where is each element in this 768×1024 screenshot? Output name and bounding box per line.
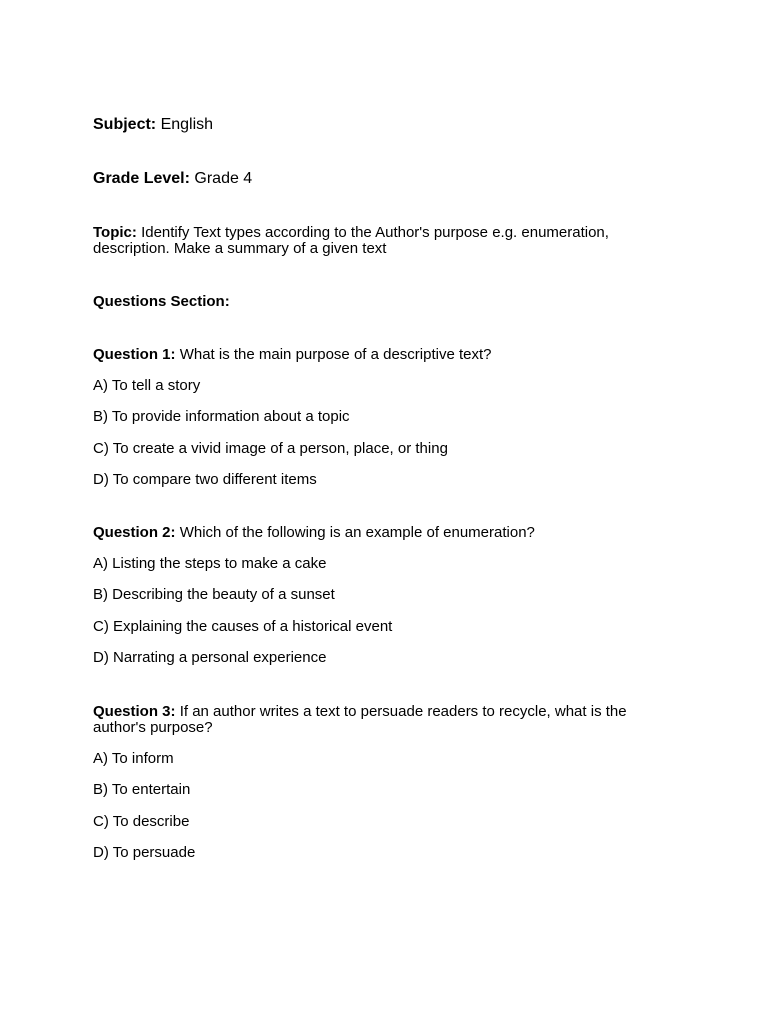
question-2-option-c: C) Explaining the causes of a historical event [93, 618, 393, 635]
question-2-label: Question 2: [93, 524, 176, 541]
question-3-option-c: C) To describe [93, 813, 190, 830]
question-3 [93, 704, 673, 736]
question-3-option-b: B) To entertain [93, 781, 191, 798]
topic-value: Identify Text types according to the Author's purpose e.g. enumeration, description. Make a summary of a given text [93, 224, 609, 257]
questions-section-title: Questions Section: [93, 293, 230, 310]
subject-line [93, 117, 213, 133]
topic-line [93, 225, 673, 257]
question-1-option-d: D) To compare two different items [93, 471, 317, 488]
question-3-option-d: D) To persuade [93, 844, 196, 861]
question-1-option-c: C) To create a vivid image of a person, place, or thing [93, 440, 448, 457]
grade-level-value: Grade 4 [194, 170, 253, 187]
question-3-text: If an author writes a text to persuade readers to recycle, what is the author's purpose? [93, 703, 627, 736]
question-2 [93, 525, 535, 541]
question-1-option-b: B) To provide information about a topic [93, 408, 350, 425]
question-1 [93, 347, 492, 363]
question-3-option-a: A) To inform [93, 750, 174, 767]
question-2-text: Which of the following is an example of enumeration? [179, 524, 535, 541]
question-1-option-a: A) To tell a story [93, 377, 201, 394]
question-3-label: Question 3: [93, 703, 176, 720]
question-2-option-d: D) Narrating a personal experience [93, 649, 327, 666]
question-1-text: What is the main purpose of a descriptive text? [179, 346, 492, 363]
subject-label: Subject: [93, 116, 157, 133]
question-2-option-a: A) Listing the steps to make a cake [93, 555, 327, 572]
topic-label: Topic: [93, 224, 137, 241]
question-1-label: Question 1: [93, 346, 176, 363]
subject-value: English [160, 116, 214, 133]
question-2-option-b: B) Describing the beauty of a sunset [93, 586, 335, 603]
grade-level-line [93, 171, 252, 187]
grade-level-label: Grade Level: [93, 170, 190, 187]
